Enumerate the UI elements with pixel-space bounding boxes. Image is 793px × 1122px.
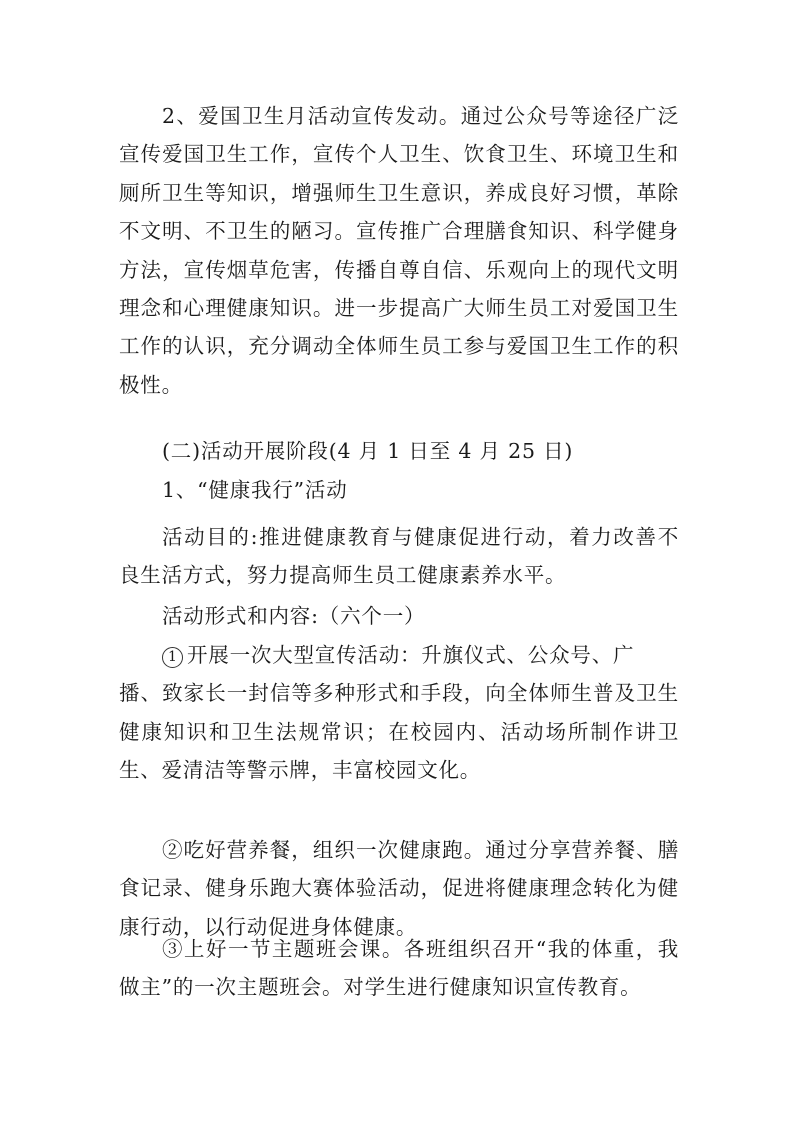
circled-number-marker: 1: [162, 647, 183, 668]
list-item-nutrition-run: ②吃好营养餐，组织一次健康跑。通过分享营养餐、膳食记录、健身乐跑大赛体验活动，促进将健康理念转化为健康行动，以行动促进身体健康。: [119, 838, 679, 939]
paragraph-activity-purpose: 活动目的:推进健康教育与健康促进行动，着力改善不良生活方式，努力提高师生员工健康素养水平。: [119, 525, 679, 588]
list-item-class-meeting: ③上好一节主题班会课。各班组织召开“我的体重，我做主”的一次主题班会。对学生进行健康知识宣传教育。: [119, 937, 679, 1000]
paragraph-publicity-launch: 2、爱国卫生月活动宣传发动。通过公众号等途径广泛宣传爱国卫生工作，宣传个人卫生、饮食卫生、环境卫生和厕所卫生等知识，增强师生卫生意识，养成良好习惯，革除不文明、不卫生的陋习。宣传推广合理膳食知识、科学健身方法，宣传烟草危害，传播自尊自信、乐观向上的现代文明理念和心理健康知识。进一步提高广大师生员工对爱国卫生工作的认识，充分调动全体师生员工参与爱国卫生工作的积极性。: [119, 104, 679, 397]
list-item-first-line: [119, 636, 679, 674]
subheading-healthy-me: 1、“健康我行”活动: [162, 478, 348, 502]
list-item-first-line-text: 开展一次大型宣传活动：升旗仪式、公众号、广: [187, 643, 635, 667]
list-item-continuation: 播、致家长一封信等多种形式和手段，向全体师生普及卫生健康知识和卫生法规常识；在校园内、活动场所制作讲卫生、爱清洁等警示牌，丰富校园文化。: [119, 681, 679, 783]
list-item-publicity-event: [119, 636, 679, 790]
section-heading-activity-phase: (二)活动开展阶段(4 月 1 日至 4 月 25 日): [162, 439, 574, 463]
paragraph-activity-form: 活动形式和内容:（六个一）: [162, 604, 426, 628]
